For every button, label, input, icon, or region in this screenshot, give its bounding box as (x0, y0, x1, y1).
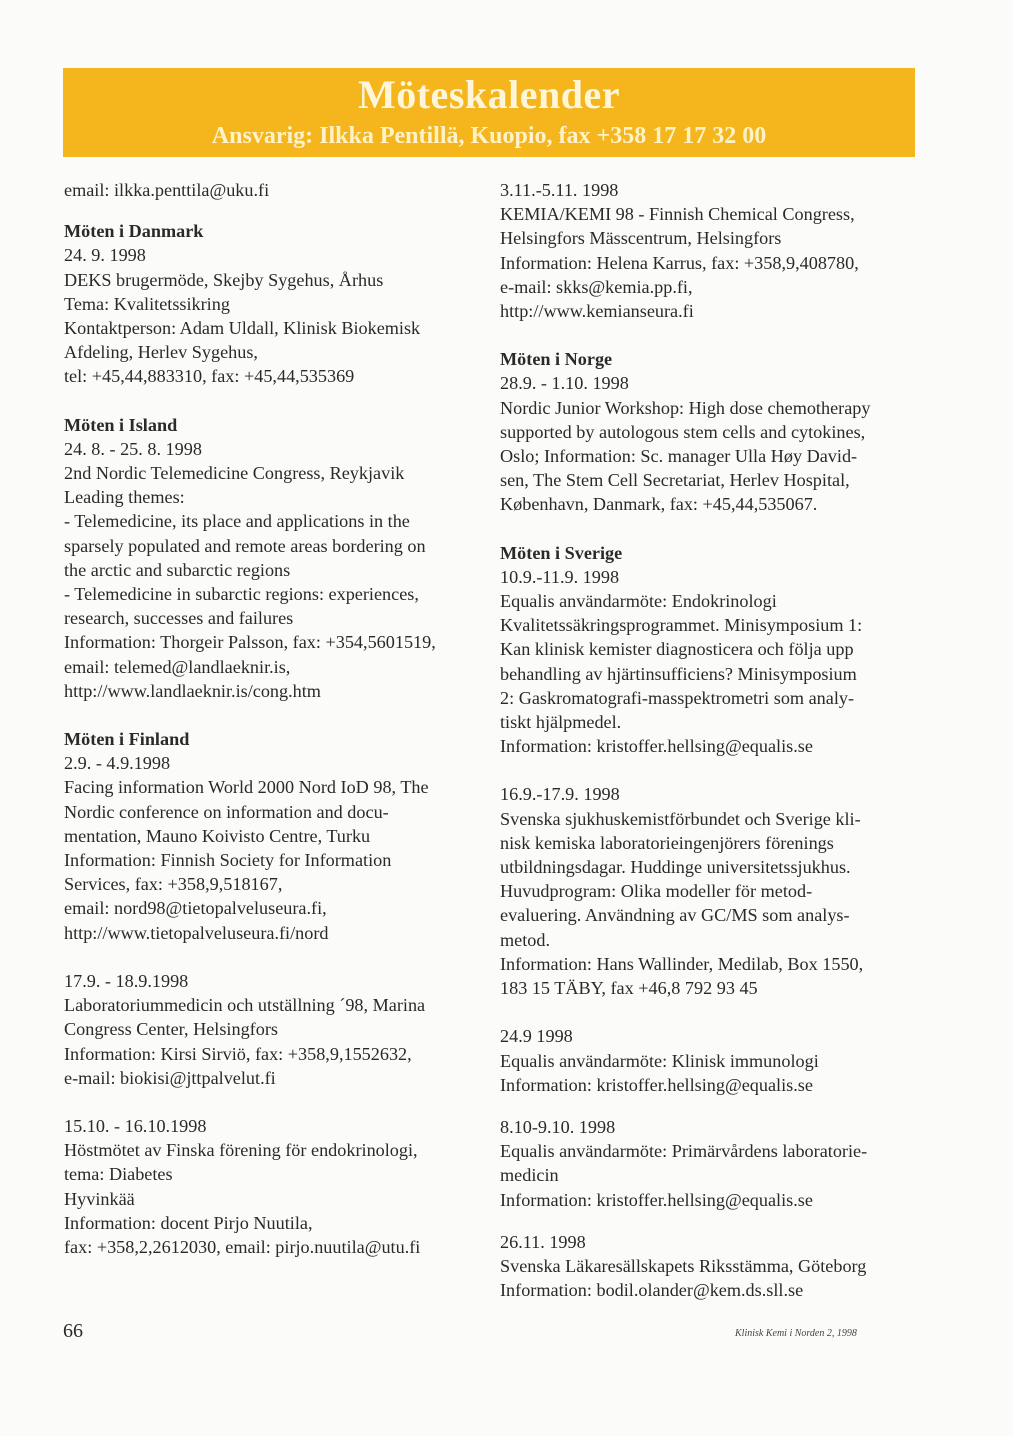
event-lines (500, 371, 914, 516)
text-line: Kan klinisk kemister diagnosticera och följa upp (500, 639, 854, 660)
text-line: Congress Center, Helsingfors (64, 1019, 278, 1040)
event-item (500, 178, 914, 323)
text-line: email: telemed@landlaeknir.is, (64, 656, 291, 677)
text-line: Kvalitetssäkringsprogrammet. Minisymposium 1: (500, 615, 863, 636)
section-heading: Möten i Finland (64, 729, 190, 750)
section-heading: Möten i Norge (500, 349, 613, 370)
text-line: 183 15 TÄBY, fax +46,8 792 93 45 (500, 978, 758, 999)
text-line: metod. (500, 929, 551, 950)
text-line: Information: Hans Wallinder, Medilab, Box 1550, (500, 953, 864, 974)
text-line: Services, fax: +358,9,518167, (64, 874, 283, 895)
text-line: 24.9 1998 (500, 1026, 573, 1047)
text-line: e-mail: skks@kemia.pp.fi, (500, 276, 693, 297)
text-line: 3.11.-5.11. 1998 (500, 180, 619, 200)
text-line: Nordic conference on information and docu- (64, 801, 389, 822)
text-line: 17.9. - 18.9.1998 (64, 970, 189, 991)
text-line: the arctic and subarctic regions (64, 559, 291, 580)
text-line: behandling av hjärtinsufficiens? Minisymposium (500, 663, 857, 684)
text-line: Afdeling, Herlev Sygehus, (64, 342, 258, 363)
text-line: Information: docent Pirjo Nuutila, (64, 1212, 313, 1233)
text-line: Information: bodil.olander@kem.ds.sll.se (500, 1280, 804, 1301)
text-line: Facing information World 2000 Nord IoD 98, The (64, 777, 429, 798)
right-column (500, 178, 914, 1322)
text-line: sparsely populated and remote areas bordering on (64, 535, 426, 556)
text-line: 15.10. - 16.10.1998 (64, 1115, 207, 1136)
text-line: tel: +45,44,883310, fax: +45,44,535369 (64, 366, 355, 387)
text-line: DEKS brugermöde, Skejby Sygehus, Århus (64, 269, 384, 290)
text-line: supported by autologous stem cells and cytokines, (500, 421, 866, 442)
text-line: 24. 8. - 25. 8. 1998 (64, 438, 202, 459)
text-line: medicin (500, 1165, 559, 1186)
text-line: 8.10-9.10. 1998 (500, 1116, 616, 1137)
text-line: http://www.kemianseura.fi (500, 301, 694, 322)
text-line: Svenska Läkaresällskapets Riksstämma, Göteborg (500, 1255, 867, 1276)
text-line: Information: kristoffer.hellsing@equalis.se (500, 1074, 813, 1095)
page-title: Möteskalender (357, 72, 620, 117)
text-line: KEMIA/KEMI 98 - Finnish Chemical Congress, (500, 204, 855, 225)
left-column (64, 178, 478, 1279)
text-line: Information: Helena Karrus, fax: +358,9,408780, (500, 252, 859, 273)
event-item (500, 1115, 914, 1212)
text-line: evaluering. Användning av GC/MS som analys- (500, 905, 850, 926)
text-line: Helsingfors Mässcentrum, Helsingfors (500, 228, 782, 249)
text-line: Huvudprogram: Olika modeller för metod- (500, 881, 813, 902)
text-line: Svenska sjukhuskemistförbundet och Sverige kli- (500, 808, 861, 829)
text-line: 2.9. - 4.9.1998 (64, 753, 171, 774)
text-line: Information: Kirsi Sirviö, fax: +358,9,1552632, (64, 1043, 412, 1064)
text-line: Equalis användarmöte: Endokrinologi (500, 591, 777, 612)
section-heading: Möten i Island (64, 414, 178, 435)
section-danmark (64, 219, 478, 388)
event-lines (64, 437, 478, 703)
text-line: 2nd Nordic Telemedicine Congress, Reykjavik (64, 463, 405, 484)
text-line: Leading themes: (64, 487, 185, 508)
text-line: - Telemedicine, its place and applications in the (64, 511, 410, 532)
section-finland (64, 727, 478, 1259)
text-line: research, successes and failures (64, 608, 294, 629)
event-item (500, 1230, 914, 1303)
section-heading: Möten i Danmark (64, 221, 204, 242)
header-banner (63, 68, 915, 157)
contact-email: email: ilkka.penttila@uku.fi (64, 180, 270, 200)
text-line: Information: Finnish Society for Information (64, 850, 392, 871)
event-item (500, 782, 914, 1000)
text-line: tiskt hjälpmedel. (500, 712, 622, 733)
text-line: Nordic Junior Workshop: High dose chemotherapy (500, 397, 871, 418)
text-line: København, Danmark, fax: +45,44,535067. (500, 494, 818, 515)
text-line: Oslo; Information: Sc. manager Ulla Høy David- (500, 446, 858, 467)
text-line: utbildningsdagar. Huddinge universitetssjukhus. (500, 857, 851, 878)
text-line: Equalis användarmöte: Klinisk immunologi (500, 1050, 819, 1071)
section-norge (500, 347, 914, 516)
text-line: Hyvinkää (64, 1188, 135, 1209)
text-line: Laboratoriummedicin och utställning ´98, Marina (64, 995, 426, 1016)
page-subtitle: Ansvarig: Ilkka Pentillä, Kuopio, fax +358 17 17 32 00 (211, 123, 767, 149)
text-line: 2: Gaskromatografi-masspektrometri som analy- (500, 687, 855, 708)
text-line: 10.9.-11.9. 1998 (500, 566, 620, 587)
text-line: nisk kemiska laboratorieingenjörers förenings (500, 832, 834, 853)
text-line: e-mail: biokisi@jttpalvelut.fi (64, 1067, 276, 1088)
text-line: fax: +358,2,2612030, email: pirjo.nuutila@utu.fi (64, 1236, 421, 1257)
page-number: 66 (63, 1320, 83, 1342)
event-item (64, 751, 478, 945)
event-item (64, 1114, 478, 1259)
text-line: tema: Diabetes (64, 1164, 173, 1185)
text-line: Tema: Kvalitetssikring (64, 293, 230, 314)
text-line: 26.11. 1998 (500, 1231, 586, 1252)
text-line: sen, The Stem Cell Secretariat, Herlev Hospital, (500, 470, 850, 491)
section-island (64, 413, 478, 703)
text-line: 16.9.-17.9. 1998 (500, 784, 620, 805)
text-line: Equalis användarmöte: Primärvårdens laboratorie- (500, 1141, 868, 1162)
event-lines (64, 243, 478, 388)
text-line: 24. 9. 1998 (64, 245, 146, 266)
section-sverige (500, 541, 914, 1303)
event-item (64, 969, 478, 1090)
text-line: 28.9. - 1.10. 1998 (500, 373, 629, 394)
text-line: http://www.tietopalveluseura.fi/nord (64, 922, 329, 943)
text-line: email: nord98@tietopalveluseura.fi, (64, 898, 327, 919)
journal-source: Klinisk Kemi i Norden 2, 1998 (735, 1328, 857, 1339)
text-line: Kontaktperson: Adam Uldall, Klinisk Biokemisk (64, 318, 421, 339)
text-line: - Telemedicine in subarctic regions: experiences, (64, 584, 419, 605)
text-line: Information: kristoffer.hellsing@equalis.se (500, 1189, 813, 1210)
event-item (500, 565, 914, 759)
text-line: mentation, Mauno Koivisto Centre, Turku (64, 825, 371, 846)
event-item (500, 1024, 914, 1097)
text-line: Information: kristoffer.hellsing@equalis.se (500, 736, 813, 757)
section-heading: Möten i Sverige (500, 542, 623, 563)
text-line: http://www.landlaeknir.is/cong.htm (64, 680, 321, 701)
text-line: Höstmötet av Finska förening för endokrinologi, (64, 1140, 418, 1161)
text-line: Information: Thorgeir Palsson, fax: +354,5601519, (64, 632, 436, 653)
